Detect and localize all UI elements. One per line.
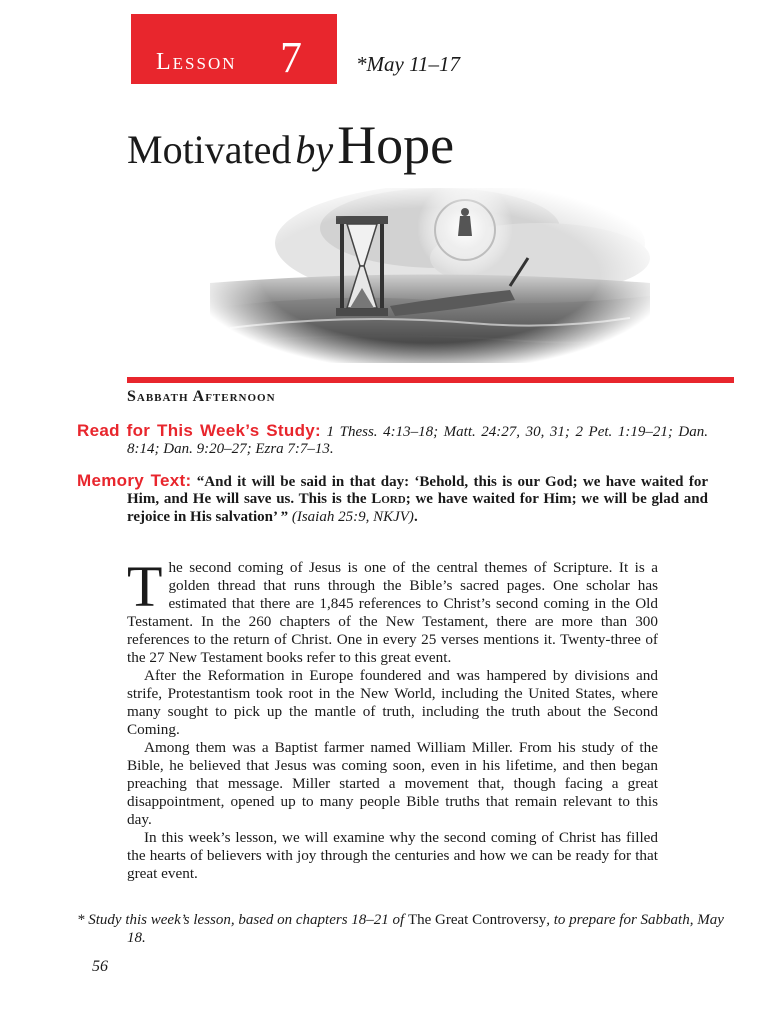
title-part-hope: Hope bbox=[337, 115, 455, 175]
intro-paragraph-3: Among them was a Baptist farmer named William Miller. From his study of the Bible, he believed that Jesus was coming soon, even in his lifetime, and then began preaching that message. Miller started a movement that, though facing a great disappointment, opened up to many people Bible truths that remain relevant to this day. bbox=[127, 739, 658, 828]
footnote-book-title: The Great Controversy bbox=[407, 912, 547, 928]
lesson-number: 7 bbox=[280, 33, 302, 82]
drop-cap: T bbox=[127, 554, 163, 619]
memory-text bbox=[77, 472, 708, 526]
reading-references: 1 Thess. 4:13–18; Matt. 24:27, 30, 31; 2 Pet. 1:19–21; Dan. 8:14; Dan. 9:20–27; Ezra 7:7–13. bbox=[127, 424, 708, 458]
memory-verse-part1: “And it will be said in that day: ‘Behold, this is our God; we have waited for Him, and He will save us. This is the bbox=[127, 474, 708, 508]
memory-label: Memory Text: bbox=[77, 471, 192, 490]
intro-paragraph-2: After the Reformation in Europe foundered and was hampered by divisions and strife, Protestantism took root in the New World, including the United States, where many sought to pick up the mantle of truth, including the truth about the Second Coming. bbox=[127, 667, 658, 738]
hourglass-sunrise-illustration bbox=[210, 188, 650, 363]
lesson-badge bbox=[131, 14, 337, 84]
title-part-motivated: Motivated bbox=[127, 127, 292, 172]
section-heading: Sabbath Afternoon bbox=[127, 388, 276, 405]
title-part-by: by bbox=[295, 127, 334, 172]
lesson-introduction bbox=[127, 554, 658, 883]
footnote-part2: , to prepare for Sabbath, May 18. bbox=[127, 912, 724, 946]
reading-label: Read for This Week’s Study: bbox=[77, 421, 321, 440]
page-title bbox=[127, 115, 455, 175]
page-number: 56 bbox=[92, 958, 108, 975]
intro-paragraph-1 bbox=[127, 554, 658, 667]
memory-verse-lord: Lord bbox=[371, 491, 406, 508]
lesson-dates: *May 11–17 bbox=[356, 52, 461, 76]
footnote-part1: * Study this week’s lesson, based on chapters 18–21 of bbox=[77, 912, 408, 928]
intro-paragraph-4: In this week’s lesson, we will examine why the second coming of Christ has filled the hearts of believers with joy through the centuries and how we can be ready for that great event. bbox=[127, 829, 658, 882]
lesson-label: Lesson bbox=[156, 49, 237, 75]
intro-paragraph-1-text: he second coming of Jesus is one of the central themes of Scripture. It is a golden thread that runs through the Bible’s sacred pages. One scholar has estimated that there are 1,845 references to Christ’s second coming in the Old Testament. In the 260 chapters of the New Testament, there are more than 300 references to the return of Christ. One in every 25 verses mentions it. Twenty-three of the 27 New Testament books refer to this great event. bbox=[127, 559, 658, 666]
reading-assignment bbox=[77, 422, 708, 459]
section-divider bbox=[127, 377, 734, 383]
memory-verse-part2: ; we have waited for Him; we will be glad and rejoice in His salvation’ ” bbox=[127, 491, 708, 525]
footnote bbox=[77, 912, 727, 947]
memory-end-period: . bbox=[413, 508, 418, 525]
memory-reference: (Isaiah 25:9, NKJV) bbox=[291, 508, 414, 525]
